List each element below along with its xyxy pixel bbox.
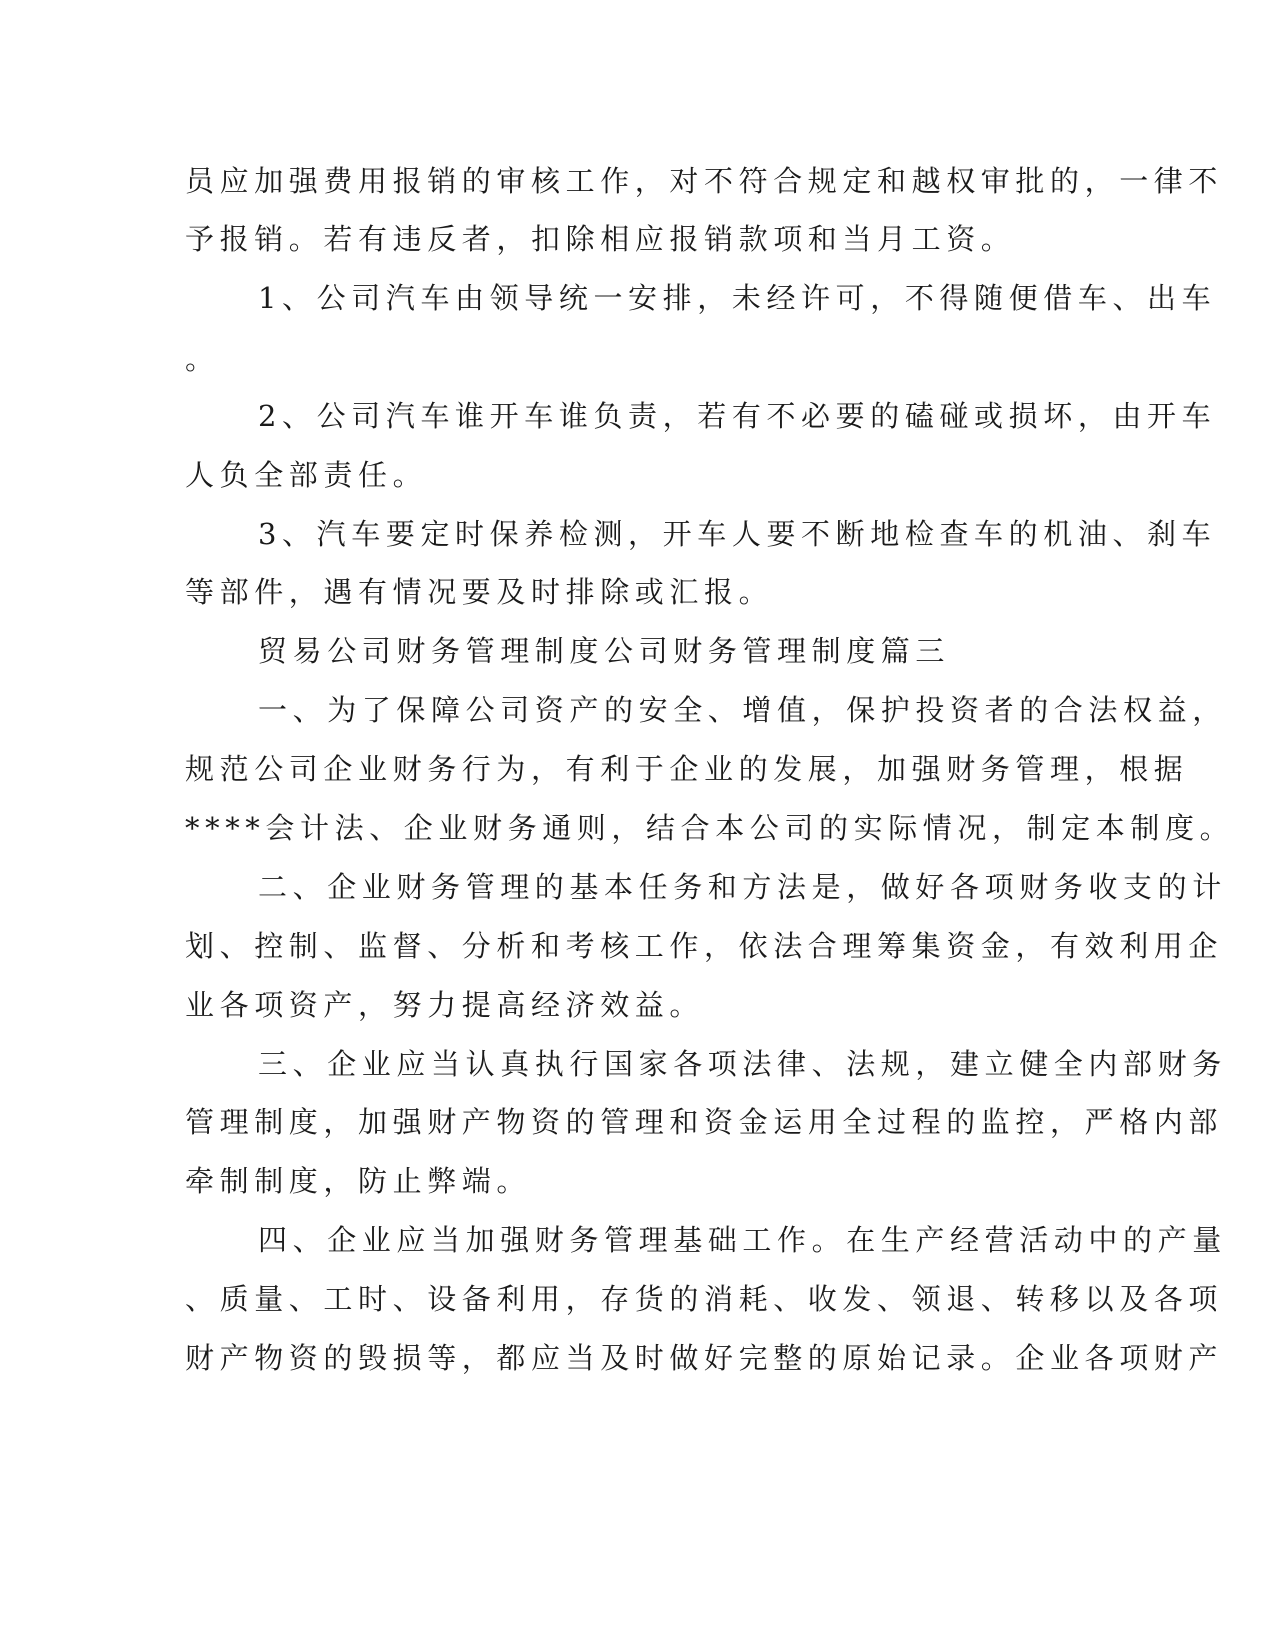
list-item-2: 2、公司汽车谁开车谁负责，若有不必要的磕碰或损坏，由开车 xyxy=(258,399,1217,433)
list-item-1: 1、公司汽车由领导统一安排，未经许可，不得随便借车、出车 xyxy=(258,281,1217,315)
text-line: ****会计法、企业财务通则，结合本公司的实际情况，制定本制度。 xyxy=(185,811,1235,845)
text-line: 予报销。若有违反者，扣除相应报销款项和当月工资。 xyxy=(185,222,1016,256)
text-line: 等部件，遇有情况要及时排除或汇报。 xyxy=(185,575,774,609)
paragraph-4-start: 四、企业应当加强财务管理基础工作。在生产经营活动中的产量 xyxy=(258,1223,1227,1257)
paragraph-1-start: 一、为了保障公司资产的安全、增值，保护投资者的合法权益， xyxy=(258,693,1227,727)
paragraph-3-start: 三、企业应当认真执行国家各项法律、法规，建立健全内部财务 xyxy=(258,1047,1227,1081)
paragraph-2-start: 二、企业财务管理的基本任务和方法是，做好各项财务收支的计 xyxy=(258,870,1227,904)
list-item-3: 3、汽车要定时保养检测，开车人要不断地检查车的机油、刹车 xyxy=(258,517,1217,551)
text-line: 管理制度，加强财产物资的管理和资金运用全过程的监控，严格内部 xyxy=(185,1105,1224,1139)
text-line: 牵制制度，防止弊端。 xyxy=(185,1164,532,1198)
text-line: 人负全部责任。 xyxy=(185,458,428,492)
text-line: 业各项资产，努力提高经济效益。 xyxy=(185,988,705,1022)
text-line: 员应加强费用报销的审核工作，对不符合规定和越权审批的，一律不 xyxy=(185,164,1224,198)
text-line: 财产物资的毁损等，都应当及时做好完整的原始记录。企业各项财产 xyxy=(185,1341,1224,1375)
text-line: 。 xyxy=(185,342,220,376)
text-line: 、质量、工时、设备利用，存货的消耗、收发、领退、转移以及各项 xyxy=(185,1282,1224,1316)
text-line: 划、控制、监督、分析和考核工作，依法合理筹集资金，有效利用企 xyxy=(185,929,1224,963)
text-line: 规范公司企业财务行为，有利于企业的发展，加强财务管理，根据 xyxy=(185,752,1189,786)
section-heading: 贸易公司财务管理制度公司财务管理制度篇三 xyxy=(258,634,951,668)
